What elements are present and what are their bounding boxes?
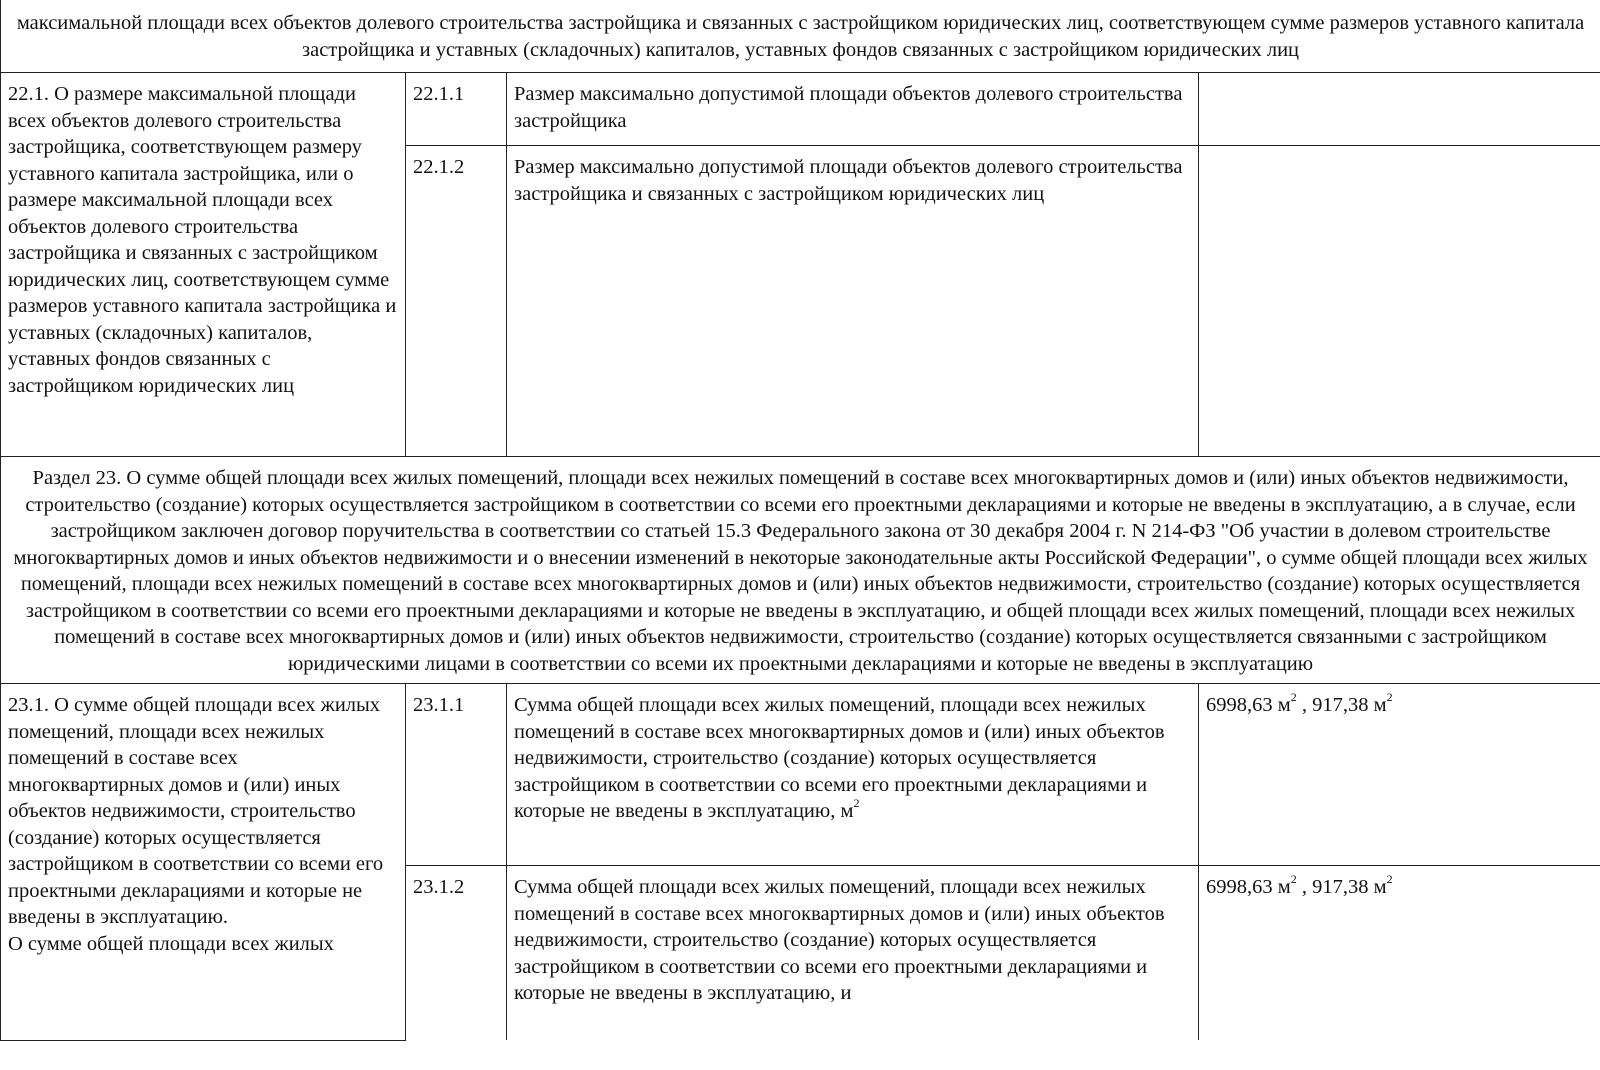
row-value-23-1-2-b: 917,38 xyxy=(1312,876,1369,898)
row-value-23-1-1-a: 6998,63 xyxy=(1206,694,1273,716)
row-value-23-1-1-sep: , xyxy=(1296,694,1313,716)
row-value-23-1-2-sup-a: 2 xyxy=(1290,872,1297,887)
row-code-22-1-2: 22.1.2 xyxy=(406,146,507,457)
row-value-23-1-2-sup-b: 2 xyxy=(1386,872,1393,887)
table-row-22-1-1 xyxy=(1,73,1600,146)
subsection-23-1-title-part1: 23.1. О сумме общей площади всех жилых помещений, площади всех нежилых помещений в составе всех многоквартирных домов и (или) иных объектов недвижимости, строительство (создание) которых осуществляется застройщиком в соответствии со всеми его проектными декларациями и которые не введены в эксплуатацию. xyxy=(8,694,384,928)
row-label-23-1-1-unit: м xyxy=(840,800,854,822)
section-22-heading-continuation: максимальной площади всех объектов долевого строительства застройщика и связанных с застройщиком юридических лиц, соответствующем сумме размеров уставного капитала застройщика и уставных (складочных) капиталов, уставных фондов связанных с застройщиком юридических лиц xyxy=(1,0,1600,73)
row-label-23-1-2: Сумма общей площади всех жилых помещений, площади всех нежилых помещений в составе всех многоквартирных домов и (или) иных объектов недвижимости, строительство (создание) которых осуществляется застройщиком в соответствии со всеми его проектными декларациями и которые не введены в эксплуатацию, и xyxy=(507,866,1199,1041)
row-value-22-1-1 xyxy=(1199,73,1600,146)
row-value-23-1-1-sup-b: 2 xyxy=(1386,690,1393,705)
row-value-23-1-2 xyxy=(1199,866,1600,1041)
row-value-23-1-1 xyxy=(1199,684,1600,866)
row-code-22-1-1: 22.1.1 xyxy=(406,73,507,146)
row-label-22-1-1: Размер максимально допустимой площади объектов долевого строительства застройщика xyxy=(507,73,1199,146)
row-code-23-1-1: 23.1.1 xyxy=(406,684,507,866)
row-code-23-1-2: 23.1.2 xyxy=(406,866,507,1041)
subsection-23-1-title-part2: О сумме общей площади всех жилых xyxy=(8,932,334,955)
row-label-23-1-1 xyxy=(507,684,1199,866)
section-23-heading-row xyxy=(1,457,1600,684)
row-value-23-1-1-sup-a: 2 xyxy=(1290,690,1297,705)
subsection-22-1-title: 22.1. О размере максимальной площади всех объектов долевого строительства застройщика, соответствующем размеру уставного капитала застройщика, или о размере максимальной площади всех объектов долевого строительства застройщика и связанных с застройщиком юридических лиц, соответствующем сумме размеров уставного капитала застройщика и уставных (складочных) капиталов, уставных фондов связанных с застройщиком юридических лиц xyxy=(1,73,406,457)
section-22-heading-row xyxy=(1,0,1600,73)
row-value-23-1-2-a: 6998,63 xyxy=(1206,876,1273,898)
row-value-23-1-1-unit-a: м xyxy=(1277,694,1291,716)
row-value-23-1-2-unit-a: м xyxy=(1277,876,1291,898)
row-value-23-1-1-b: 917,38 xyxy=(1312,694,1369,716)
row-value-23-1-2-unit-b: м xyxy=(1373,876,1387,898)
row-value-23-1-2-sep: , xyxy=(1296,876,1313,898)
row-value-23-1-1-unit-b: м xyxy=(1373,694,1387,716)
table-row-23-1-1 xyxy=(1,684,1600,866)
row-label-23-1-1-text: Сумма общей площади всех жилых помещений, площади всех нежилых помещений в составе всех многоквартирных домов и (или) иных объектов недвижимости, строительство (создание) которых осуществляется застройщиком в соответствии со всеми его проектными декларациями и которые не введены в эксплуатацию, xyxy=(514,694,1165,822)
section-23-heading: Раздел 23. О сумме общей площади всех жилых помещений, площади всех нежилых помещений в составе всех многоквартирных домов и (или) иных объектов недвижимости, строительство (создание) которых осуществляется застройщиком в соответствии со всеми его проектными декларациями и которые не введены в эксплуатацию, а в случае, если застройщиком заключен договор поручительства в соответствии со статьей 15.3 Федерального закона от 30 декабря 2004 г. N 214-ФЗ "Об участии в долевом строительстве многоквартирных домов и иных объектов недвижимости и о внесении изменений в некоторые законодательные акты Российской Федерации", о сумме общей площади всех жилых помещений, площади всех нежилых помещений в составе всех многоквартирных домов и (или) иных объектов недвижимости, строительство (создание) которых осуществляется застройщиком в соответствии со всеми его проектными декларациями и которые не введены в эксплуатацию, и общей площади всех жилых помещений, площади всех нежилых помещений в составе всех многоквартирных домов и (или) иных объектов недвижимости, строительство (создание) которых осуществляется связанными с застройщиком юридическими лицами в соответствии со всеми их проектными декларациями и которые не введены в эксплуатацию xyxy=(1,457,1600,684)
row-label-22-1-2: Размер максимально допустимой площади объектов долевого строительства застройщика и связанных с застройщиком юридических лиц xyxy=(507,146,1199,457)
row-value-22-1-2 xyxy=(1199,146,1600,457)
row-label-23-1-1-unit-sup: 2 xyxy=(853,796,860,811)
subsection-23-1-title xyxy=(1,684,406,1041)
